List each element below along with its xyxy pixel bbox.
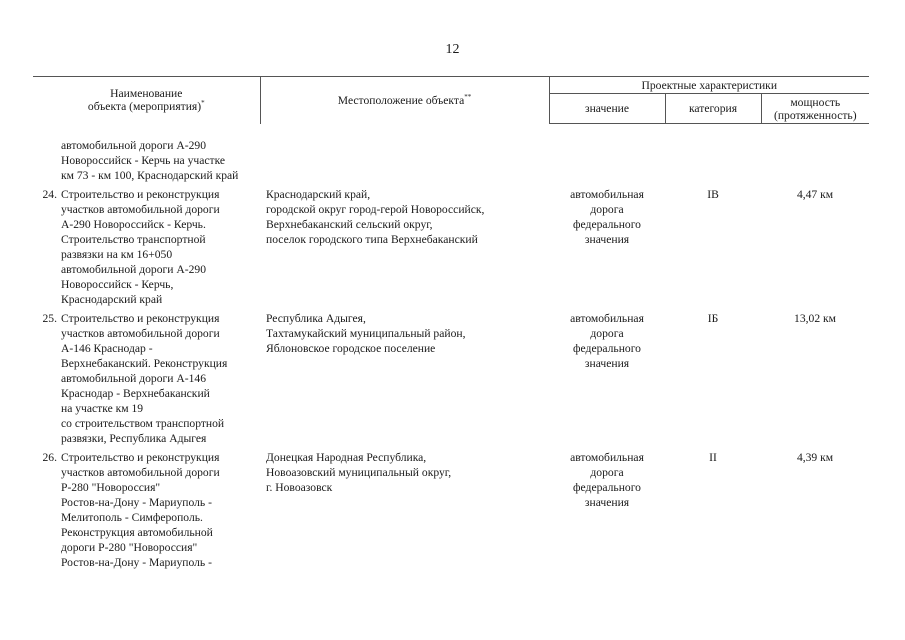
header-capacity <box>761 94 869 124</box>
table-row <box>33 307 869 446</box>
header-location-mark: ** <box>464 92 472 101</box>
row-value: автомобильная дорога федерального значения <box>570 188 644 246</box>
table-body <box>33 124 869 571</box>
row-capacity: 13,02 км <box>794 312 836 325</box>
row-category: IБ <box>707 312 719 325</box>
continuation-name: автомобильной дороги А-290 Новороссийск - Керчь на участке км 73 - км 100, Краснодарский край <box>61 139 239 182</box>
header-location-text: Местоположение объекта <box>337 93 465 107</box>
row-name: Строительство и реконструкция участков автомобильной дороги А-290 Новороссийск - Керчь. Строительство транспортной развязки на км 16+050 автомобильной дороги А-290 Новороссийск - Керчь, Краснодарский край <box>61 188 220 306</box>
header-name-line1: Наименование <box>110 87 183 101</box>
projects-table <box>33 76 869 570</box>
header-spacer <box>33 124 869 139</box>
continuation-row <box>33 138 869 183</box>
header-capacity-line1: мощность <box>790 95 841 109</box>
continuation-empty <box>260 138 869 183</box>
row-capacity: 4,47 км <box>796 188 834 201</box>
row-capacity: 4,39 км <box>796 451 834 464</box>
row-number: 25. <box>42 312 57 325</box>
header-name <box>33 77 260 124</box>
continuation-num <box>33 138 61 183</box>
header-value: значение <box>549 94 665 124</box>
row-name: Строительство и реконструкция участков автомобильной дороги А-146 Краснодар - Верхнебаканский. Реконструкция автомобильной дороги А-146 Краснодар - Верхнебаканский на участке км 19 со строительством транспортной развязки, Республика Адыгея <box>61 312 228 445</box>
row-value: автомобильная дорога федерального значения <box>570 451 644 509</box>
header-location <box>260 77 549 124</box>
table-header <box>33 77 869 124</box>
row-location: Донецкая Народная Республика, Новоазовский муниципальный округ, г. Новоазовск <box>266 451 452 494</box>
header-group: Проектные характеристики <box>549 77 869 94</box>
row-category: II <box>709 451 717 464</box>
row-number: 26. <box>42 451 57 464</box>
header-name-mark: * <box>201 99 205 108</box>
header-name-line2: объекта (мероприятия) <box>87 100 202 114</box>
page-number: 12 <box>445 42 460 57</box>
row-name: Строительство и реконструкция участков автомобильной дороги Р-280 "Новороссия" Ростов-на-Дону - Мариуполь - Мелитополь - Симферополь. Реконструкция автомобильной дороги Р-280 "Новороссия" Ростов-на-Дону - Мариуполь - <box>61 451 220 569</box>
row-location: Краснодарский край, городской округ город-герой Новороссийск, Верхнебаканский сельский округ, поселок городского типа Верхнебаканский <box>266 188 485 246</box>
header-category: категория <box>665 94 761 124</box>
table-row <box>33 446 869 570</box>
row-category: IВ <box>707 188 719 201</box>
table-row <box>33 183 869 307</box>
row-number: 24. <box>42 188 57 201</box>
row-value: автомобильная дорога федерального значения <box>570 312 644 370</box>
row-location: Республика Адыгея, Тахтамукайский муниципальный район, Яблоновское городское поселение <box>266 312 466 355</box>
header-capacity-line2: (протяженность) <box>773 108 857 122</box>
